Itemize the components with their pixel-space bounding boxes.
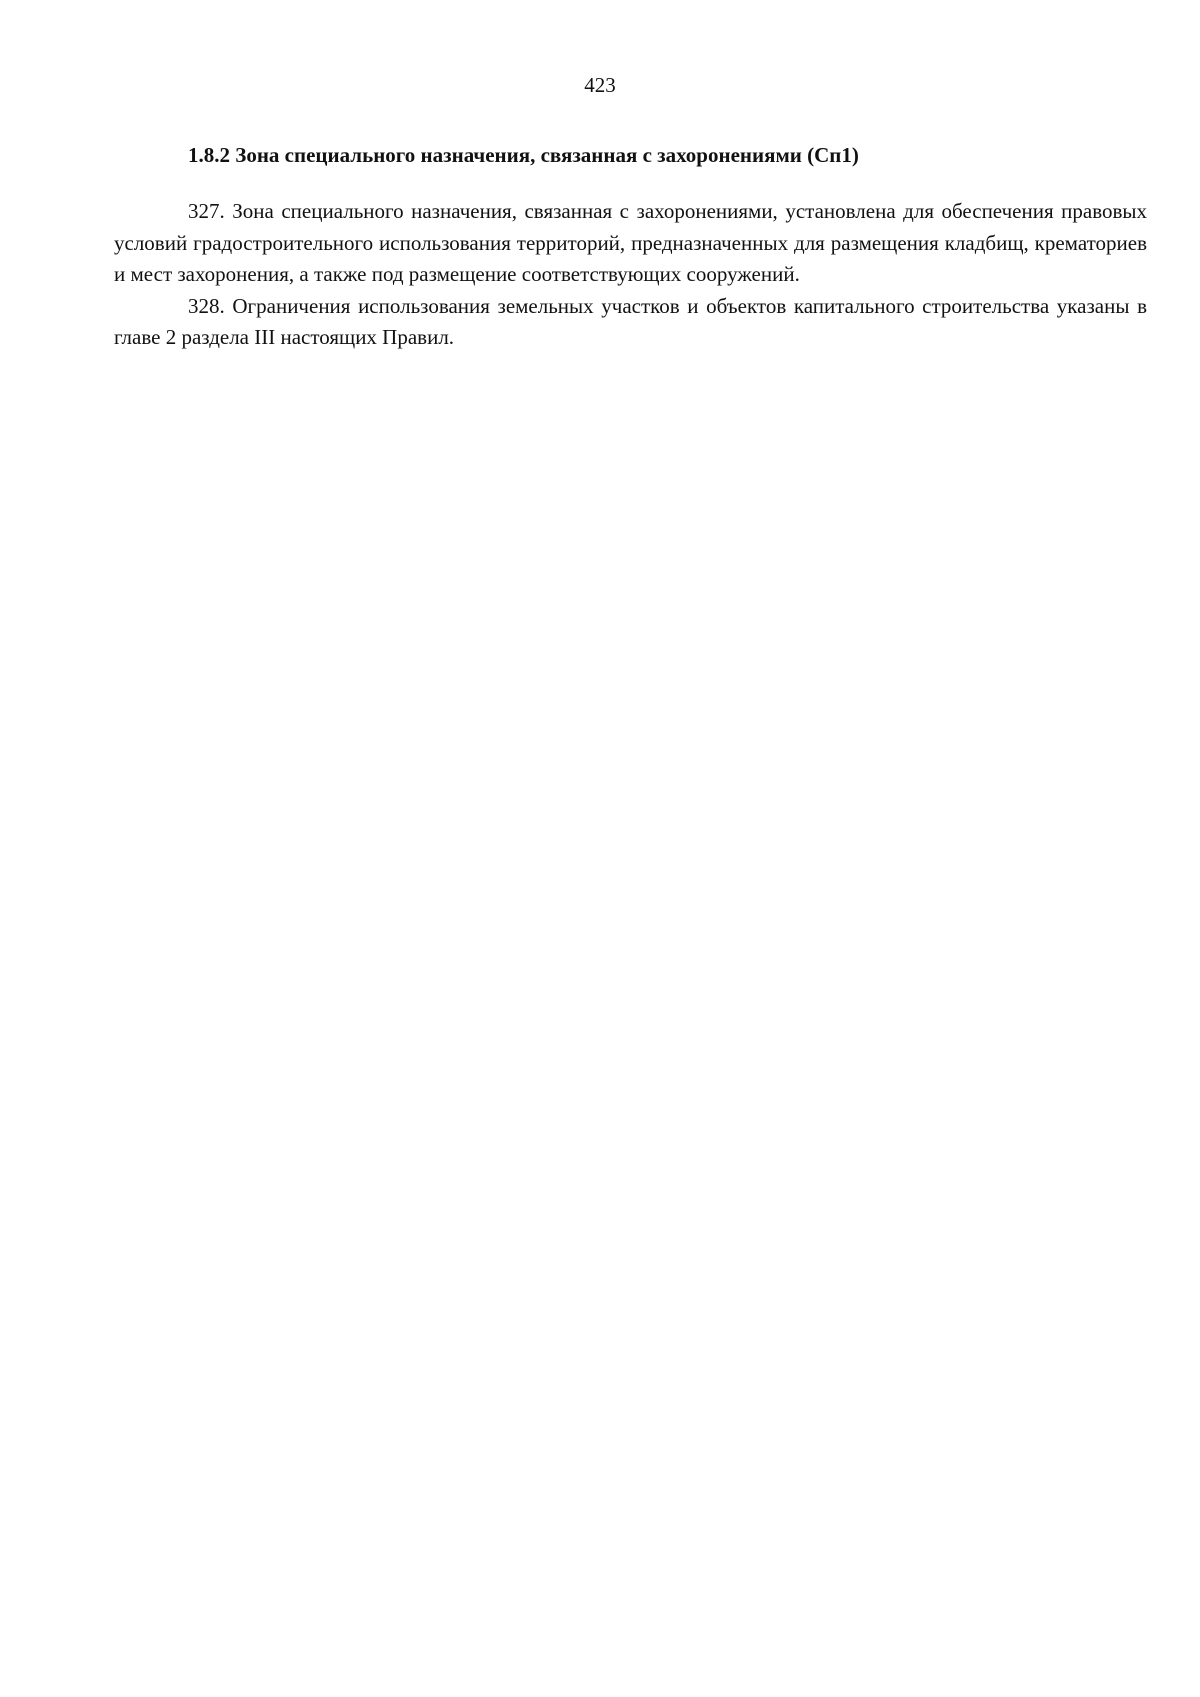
page-content — [114, 142, 1147, 354]
paragraph-327: 327. Зона специального назначения, связанная с захоронениями, установлена для обеспечения правовых условий градостроительного использования территорий, предназначенных для размещения кладбищ, крематориев и мест захоронения, а также под размещение соответствующих сооружений. — [114, 199, 1147, 286]
paragraph-328: 328. Ограничения использования земельных участков и объектов капитального строительства указаны в главе 2 раздела III настоящих Правил. — [114, 293, 1147, 349]
page-number: 423 — [584, 73, 616, 97]
section-heading: 1.8.2 Зона специального назначения, связанная с захоронениями (Сп1) — [188, 143, 859, 167]
